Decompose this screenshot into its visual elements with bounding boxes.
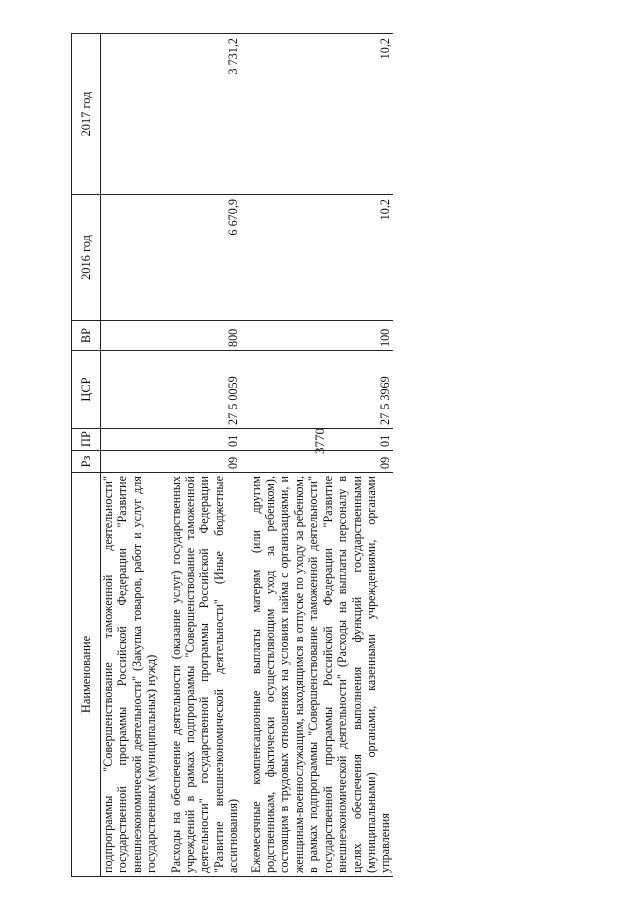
row-pr: 01 <box>241 429 393 451</box>
header-rz: Рз <box>72 451 101 473</box>
table-row <box>101 34 163 877</box>
row-2017 <box>101 34 163 195</box>
row-name: Ежемесячные компенсационные выплаты матерям (или другим родственникам, фактически осуществляющим уход за ребенком), состоящим в трудовых отношениях на условиях найма с организациями, и женщинам-военнослужащим, находящимся в отпуске по уходу за ребенком, в рамках подпрограммы "Совершенствование таможенной деятельности" государственной программы Российской Федерации "Развитие внешнеэкономической деятельности" (Расходы на выплаты персоналу в целях обеспечения выполнения функций государственными (муниципальными) органами, казенными учреждениями, органами управления <box>241 473 393 877</box>
budget-table-sheet <box>71 34 589 877</box>
table-header <box>72 34 101 877</box>
row-csr <box>101 351 163 429</box>
row-vr <box>101 321 163 351</box>
page-number: 3770 <box>312 428 327 454</box>
row-2016: 6 670,9 <box>163 195 241 321</box>
row-name: Расходы на обеспечение деятельности (оказание услуг) государственных учреждений в рамках подпрограммы "Совершенствование таможенной деятельности" государственной программы Российской Федерации "Развитие внешнеэкономической деятельности" (Иные бюджетные ассигнования) <box>163 473 241 877</box>
row-rz <box>101 451 163 473</box>
header-name: Наименование <box>72 473 101 877</box>
row-pr: 01 <box>163 429 241 451</box>
row-vr: 800 <box>163 321 241 351</box>
table-row <box>163 34 241 877</box>
row-2016 <box>101 195 163 321</box>
header-2016: 2016 год <box>72 195 101 321</box>
row-2016: 10,2 <box>241 195 393 321</box>
header-vr: ВР <box>72 321 101 351</box>
row-csr: 27 5 0059 <box>163 351 241 429</box>
row-pr <box>101 429 163 451</box>
row-name: подпрограммы "Совершенствование таможенной деятельности" государственной программы Российской Федерации "Развитие внешнеэкономической деятельности" (Закупка товаров, работ и услуг для государственных (муниципальных) нужд) <box>101 473 163 877</box>
row-rz: 09 <box>241 451 393 473</box>
header-pr: ПР <box>72 429 101 451</box>
header-csr: ЦСР <box>72 351 101 429</box>
row-2017: 3 731,2 <box>163 34 241 195</box>
budget-table <box>71 33 393 877</box>
row-vr: 100 <box>241 321 393 351</box>
row-rz: 09 <box>163 451 241 473</box>
header-2017: 2017 год <box>72 34 101 195</box>
row-2017: 10,2 <box>241 34 393 195</box>
row-csr: 27 5 3969 <box>241 351 393 429</box>
table-row <box>241 34 393 877</box>
